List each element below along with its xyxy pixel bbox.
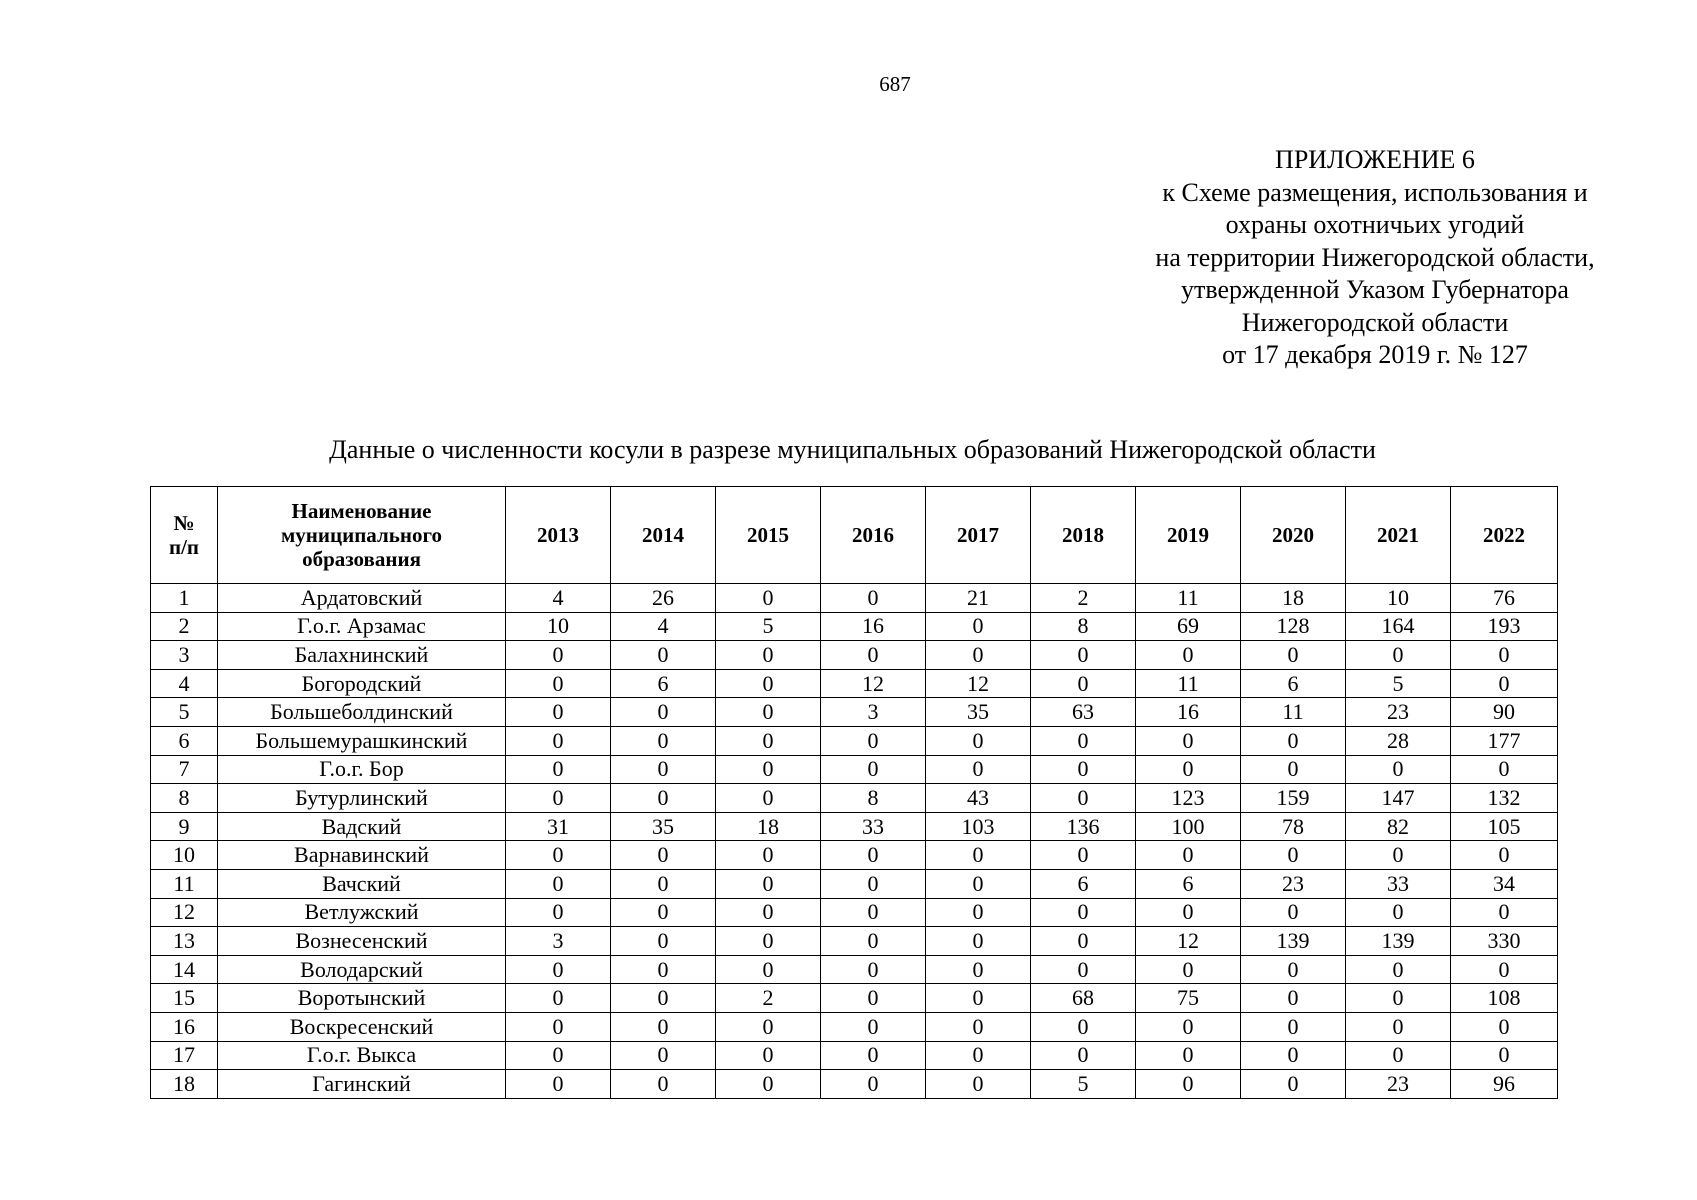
year-value-cell: 108 (1451, 984, 1558, 1013)
year-value-cell: 0 (1346, 641, 1451, 670)
row-number-cell: 6 (151, 726, 218, 755)
header-year: 2019 (1136, 487, 1241, 584)
year-value-cell: 75 (1136, 984, 1241, 1013)
table-row (151, 1070, 1558, 1099)
year-value-cell: 0 (821, 869, 926, 898)
year-value-cell: 0 (1241, 726, 1346, 755)
municipality-name-cell: Варнавинский (218, 841, 506, 870)
year-value-cell: 0 (1241, 955, 1346, 984)
header-number (151, 487, 218, 584)
year-value-cell: 0 (506, 955, 611, 984)
year-value-cell: 177 (1451, 726, 1558, 755)
year-value-cell: 76 (1451, 584, 1558, 613)
header-year: 2021 (1346, 487, 1451, 584)
year-value-cell: 0 (611, 755, 716, 784)
year-value-cell: 33 (821, 812, 926, 841)
year-value-cell: 0 (1241, 1070, 1346, 1099)
year-value-cell: 0 (1136, 1012, 1241, 1041)
year-value-cell: 5 (1031, 1070, 1136, 1099)
year-value-cell: 0 (926, 984, 1031, 1013)
row-number-cell: 16 (151, 1012, 218, 1041)
row-number-cell: 2 (151, 612, 218, 641)
year-value-cell: 0 (506, 1070, 611, 1099)
year-value-cell: 0 (1031, 784, 1136, 813)
year-value-cell: 128 (1241, 612, 1346, 641)
year-value-cell: 16 (821, 612, 926, 641)
year-value-cell: 0 (1136, 1070, 1241, 1099)
year-value-cell: 5 (716, 612, 821, 641)
year-value-cell: 0 (506, 755, 611, 784)
year-value-cell: 0 (821, 841, 926, 870)
year-value-cell: 0 (716, 698, 821, 727)
municipality-name-cell: Г.о.г. Выкса (218, 1041, 506, 1070)
year-value-cell: 0 (926, 869, 1031, 898)
year-value-cell: 11 (1136, 669, 1241, 698)
header-year: 2017 (926, 487, 1031, 584)
year-value-cell: 0 (1451, 755, 1558, 784)
year-value-cell: 0 (1346, 984, 1451, 1013)
year-value-cell: 8 (821, 784, 926, 813)
year-value-cell: 0 (821, 755, 926, 784)
header-year: 2022 (1451, 487, 1558, 584)
header-number-line: № (173, 511, 195, 535)
year-value-cell: 0 (1241, 1041, 1346, 1070)
municipality-name-cell: Богородский (218, 669, 506, 698)
year-value-cell: 0 (1241, 898, 1346, 927)
year-value-cell: 11 (1241, 698, 1346, 727)
municipality-name-cell: Балахнинский (218, 641, 506, 670)
table-row (151, 641, 1558, 670)
year-value-cell: 31 (506, 812, 611, 841)
municipality-name-cell: Вознесенский (218, 927, 506, 956)
year-value-cell: 2 (716, 984, 821, 1013)
year-value-cell: 0 (611, 641, 716, 670)
year-value-cell: 100 (1136, 812, 1241, 841)
municipality-name-cell: Вачский (218, 869, 506, 898)
year-value-cell: 78 (1241, 812, 1346, 841)
year-value-cell: 0 (1346, 955, 1451, 984)
year-value-cell: 0 (1451, 898, 1558, 927)
year-value-cell: 0 (1241, 641, 1346, 670)
appendix-line: от 17 декабря 2019 г. № 127 (1222, 340, 1528, 369)
row-number-cell: 7 (151, 755, 218, 784)
year-value-cell: 0 (926, 641, 1031, 670)
year-value-cell: 0 (1241, 1012, 1346, 1041)
row-number-cell: 9 (151, 812, 218, 841)
row-number-cell: 18 (151, 1070, 218, 1099)
year-value-cell: 28 (1346, 726, 1451, 755)
year-value-cell: 12 (926, 669, 1031, 698)
table-header-row (151, 487, 1558, 584)
year-value-cell: 0 (1241, 984, 1346, 1013)
year-value-cell: 23 (1346, 698, 1451, 727)
year-value-cell: 0 (1241, 755, 1346, 784)
year-value-cell: 0 (506, 1041, 611, 1070)
year-value-cell: 147 (1346, 784, 1451, 813)
header-year: 2013 (506, 487, 611, 584)
year-value-cell: 0 (1346, 841, 1451, 870)
year-value-cell: 139 (1346, 927, 1451, 956)
table-row (151, 669, 1558, 698)
year-value-cell: 0 (926, 1041, 1031, 1070)
header-municipality-line: Наименование (291, 499, 432, 523)
year-value-cell: 0 (1031, 955, 1136, 984)
header-municipality (218, 487, 506, 584)
year-value-cell: 0 (1136, 755, 1241, 784)
year-value-cell: 0 (611, 984, 716, 1013)
year-value-cell: 23 (1241, 869, 1346, 898)
table-row (151, 898, 1558, 927)
year-value-cell: 6 (1241, 669, 1346, 698)
year-value-cell: 0 (716, 641, 821, 670)
year-value-cell: 0 (716, 669, 821, 698)
table-row (151, 612, 1558, 641)
year-value-cell: 132 (1451, 784, 1558, 813)
year-value-cell: 0 (716, 1041, 821, 1070)
municipality-name-cell: Г.о.г. Бор (218, 755, 506, 784)
header-year: 2015 (716, 487, 821, 584)
year-value-cell: 0 (926, 841, 1031, 870)
row-number-cell: 3 (151, 641, 218, 670)
year-value-cell: 6 (611, 669, 716, 698)
header-municipality-line: муниципального (281, 523, 442, 547)
table-row (151, 927, 1558, 956)
year-value-cell: 0 (926, 612, 1031, 641)
row-number-cell: 5 (151, 698, 218, 727)
year-value-cell: 0 (716, 726, 821, 755)
year-value-cell: 0 (1031, 669, 1136, 698)
header-year: 2018 (1031, 487, 1136, 584)
year-value-cell: 0 (1031, 927, 1136, 956)
year-value-cell: 0 (1241, 841, 1346, 870)
year-value-cell: 0 (1136, 1041, 1241, 1070)
year-value-cell: 68 (1031, 984, 1136, 1013)
year-value-cell: 0 (926, 755, 1031, 784)
year-value-cell: 0 (926, 927, 1031, 956)
year-value-cell: 0 (611, 1070, 716, 1099)
year-value-cell: 105 (1451, 812, 1558, 841)
year-value-cell: 0 (506, 669, 611, 698)
year-value-cell: 103 (926, 812, 1031, 841)
year-value-cell: 0 (716, 955, 821, 984)
year-value-cell: 16 (1136, 698, 1241, 727)
roe-deer-population-table (150, 486, 1558, 1099)
year-value-cell: 0 (611, 841, 716, 870)
year-value-cell: 5 (1346, 669, 1451, 698)
table-row (151, 984, 1558, 1013)
year-value-cell: 0 (1346, 1041, 1451, 1070)
municipality-name-cell: Бутурлинский (218, 784, 506, 813)
year-value-cell: 96 (1451, 1070, 1558, 1099)
row-number-cell: 17 (151, 1041, 218, 1070)
year-value-cell: 0 (611, 927, 716, 956)
year-value-cell: 0 (821, 898, 926, 927)
header-year: 2014 (611, 487, 716, 584)
year-value-cell: 4 (506, 584, 611, 613)
header-year: 2016 (821, 487, 926, 584)
year-value-cell: 0 (1451, 955, 1558, 984)
year-value-cell: 0 (506, 726, 611, 755)
year-value-cell: 3 (506, 927, 611, 956)
table-row (151, 584, 1558, 613)
municipality-name-cell: Ветлужский (218, 898, 506, 927)
year-value-cell: 0 (1346, 1012, 1451, 1041)
year-value-cell: 69 (1136, 612, 1241, 641)
year-value-cell: 0 (1031, 898, 1136, 927)
municipality-name-cell: Воскресенский (218, 1012, 506, 1041)
year-value-cell: 0 (926, 898, 1031, 927)
municipality-name-cell: Большеболдинский (218, 698, 506, 727)
year-value-cell: 6 (1031, 869, 1136, 898)
year-value-cell: 0 (821, 726, 926, 755)
row-number-cell: 10 (151, 841, 218, 870)
year-value-cell: 63 (1031, 698, 1136, 727)
year-value-cell: 43 (926, 784, 1031, 813)
table-row (151, 1012, 1558, 1041)
table-row (151, 698, 1558, 727)
year-value-cell: 0 (506, 869, 611, 898)
year-value-cell: 2 (1031, 584, 1136, 613)
year-value-cell: 12 (1136, 927, 1241, 956)
year-value-cell: 0 (821, 955, 926, 984)
year-value-cell: 21 (926, 584, 1031, 613)
year-value-cell: 0 (716, 584, 821, 613)
year-value-cell: 0 (1451, 1041, 1558, 1070)
year-value-cell: 4 (611, 612, 716, 641)
year-value-cell: 0 (1451, 1012, 1558, 1041)
year-value-cell: 0 (611, 1012, 716, 1041)
year-value-cell: 0 (611, 898, 716, 927)
year-value-cell: 139 (1241, 927, 1346, 956)
year-value-cell: 0 (926, 1070, 1031, 1099)
table-row (151, 812, 1558, 841)
municipality-name-cell: Володарский (218, 955, 506, 984)
year-value-cell: 0 (821, 1012, 926, 1041)
year-value-cell: 0 (611, 1041, 716, 1070)
table-body (151, 584, 1558, 1099)
year-value-cell: 0 (716, 927, 821, 956)
year-value-cell: 12 (821, 669, 926, 698)
year-value-cell: 0 (821, 927, 926, 956)
year-value-cell: 0 (821, 1041, 926, 1070)
year-value-cell: 10 (506, 612, 611, 641)
year-value-cell: 0 (1136, 841, 1241, 870)
year-value-cell: 35 (926, 698, 1031, 727)
municipality-name-cell: Воротынский (218, 984, 506, 1013)
year-value-cell: 0 (506, 984, 611, 1013)
year-value-cell: 0 (716, 898, 821, 927)
year-value-cell: 0 (821, 984, 926, 1013)
year-value-cell: 0 (716, 1070, 821, 1099)
municipality-name-cell: Большемурашкинский (218, 726, 506, 755)
year-value-cell: 0 (821, 641, 926, 670)
row-number-cell: 13 (151, 927, 218, 956)
year-value-cell: 11 (1136, 584, 1241, 613)
year-value-cell: 23 (1346, 1070, 1451, 1099)
year-value-cell: 0 (1031, 841, 1136, 870)
table-row (151, 841, 1558, 870)
year-value-cell: 0 (716, 869, 821, 898)
municipality-name-cell: Вадский (218, 812, 506, 841)
year-value-cell: 0 (1346, 898, 1451, 927)
page-number: 687 (879, 72, 911, 96)
year-value-cell: 3 (821, 698, 926, 727)
year-value-cell: 0 (506, 698, 611, 727)
year-value-cell: 18 (716, 812, 821, 841)
year-value-cell: 0 (506, 841, 611, 870)
year-value-cell: 0 (1346, 755, 1451, 784)
appendix-line: на территории Нижегородской области, (1155, 242, 1595, 272)
year-value-cell: 8 (1031, 612, 1136, 641)
year-value-cell: 0 (926, 1012, 1031, 1041)
year-value-cell: 0 (506, 784, 611, 813)
year-value-cell: 10 (1346, 584, 1451, 613)
table-row (151, 869, 1558, 898)
year-value-cell: 0 (611, 784, 716, 813)
year-value-cell: 0 (611, 955, 716, 984)
year-value-cell: 0 (1031, 641, 1136, 670)
row-number-cell: 14 (151, 955, 218, 984)
year-value-cell: 0 (506, 898, 611, 927)
year-value-cell: 0 (1451, 641, 1558, 670)
year-value-cell: 0 (716, 784, 821, 813)
appendix-heading (1060, 144, 1690, 372)
year-value-cell: 0 (1031, 1012, 1136, 1041)
row-number-cell: 15 (151, 984, 218, 1013)
year-value-cell: 0 (611, 869, 716, 898)
row-number-cell: 11 (151, 869, 218, 898)
header-municipality-line: образования (302, 547, 421, 571)
table-row (151, 1041, 1558, 1070)
table-row (151, 955, 1558, 984)
row-number-cell: 8 (151, 784, 218, 813)
appendix-line: к Схеме размещения, использования и (1162, 177, 1588, 207)
year-value-cell: 330 (1451, 927, 1558, 956)
year-value-cell: 0 (1451, 841, 1558, 870)
year-value-cell: 136 (1031, 812, 1136, 841)
year-value-cell: 0 (716, 1012, 821, 1041)
year-value-cell: 0 (1031, 755, 1136, 784)
municipality-name-cell: Ардатовский (218, 584, 506, 613)
year-value-cell: 6 (1136, 869, 1241, 898)
municipality-name-cell: Гагинский (218, 1070, 506, 1099)
year-value-cell: 0 (506, 641, 611, 670)
year-value-cell: 0 (716, 755, 821, 784)
year-value-cell: 90 (1451, 698, 1558, 727)
year-value-cell: 33 (1346, 869, 1451, 898)
table-row (151, 726, 1558, 755)
appendix-title: ПРИЛОЖЕНИЕ 6 (1275, 145, 1475, 174)
year-value-cell: 26 (611, 584, 716, 613)
year-value-cell: 0 (1451, 669, 1558, 698)
year-value-cell: 34 (1451, 869, 1558, 898)
year-value-cell: 0 (1031, 726, 1136, 755)
year-value-cell: 18 (1241, 584, 1346, 613)
year-value-cell: 123 (1136, 784, 1241, 813)
year-value-cell: 0 (1136, 898, 1241, 927)
municipality-name-cell: Г.о.г. Арзамас (218, 612, 506, 641)
table-row (151, 784, 1558, 813)
year-value-cell: 0 (926, 955, 1031, 984)
table-title: Данные о численности косули в разрезе муниципальных образований Нижегородской области (329, 435, 1376, 464)
year-value-cell: 164 (1346, 612, 1451, 641)
year-value-cell: 0 (611, 726, 716, 755)
year-value-cell: 0 (1136, 726, 1241, 755)
year-value-cell: 0 (1136, 955, 1241, 984)
year-value-cell: 159 (1241, 784, 1346, 813)
year-value-cell: 0 (1031, 1041, 1136, 1070)
year-value-cell: 0 (821, 1070, 926, 1099)
year-value-cell: 0 (716, 841, 821, 870)
row-number-cell: 1 (151, 584, 218, 613)
table-row (151, 755, 1558, 784)
header-year: 2020 (1241, 487, 1346, 584)
row-number-cell: 12 (151, 898, 218, 927)
year-value-cell: 0 (506, 1012, 611, 1041)
year-value-cell: 82 (1346, 812, 1451, 841)
year-value-cell: 0 (926, 726, 1031, 755)
appendix-line: утвержденной Указом Губернатора (1181, 275, 1569, 304)
year-value-cell: 193 (1451, 612, 1558, 641)
year-value-cell: 0 (1136, 641, 1241, 670)
row-number-cell: 4 (151, 669, 218, 698)
year-value-cell: 0 (821, 584, 926, 613)
appendix-line: охраны охотничьих угодий (1225, 210, 1525, 239)
year-value-cell: 35 (611, 812, 716, 841)
year-value-cell: 0 (611, 698, 716, 727)
header-number-line: п/п (168, 535, 200, 559)
appendix-line: Нижегородской области (1241, 307, 1509, 337)
